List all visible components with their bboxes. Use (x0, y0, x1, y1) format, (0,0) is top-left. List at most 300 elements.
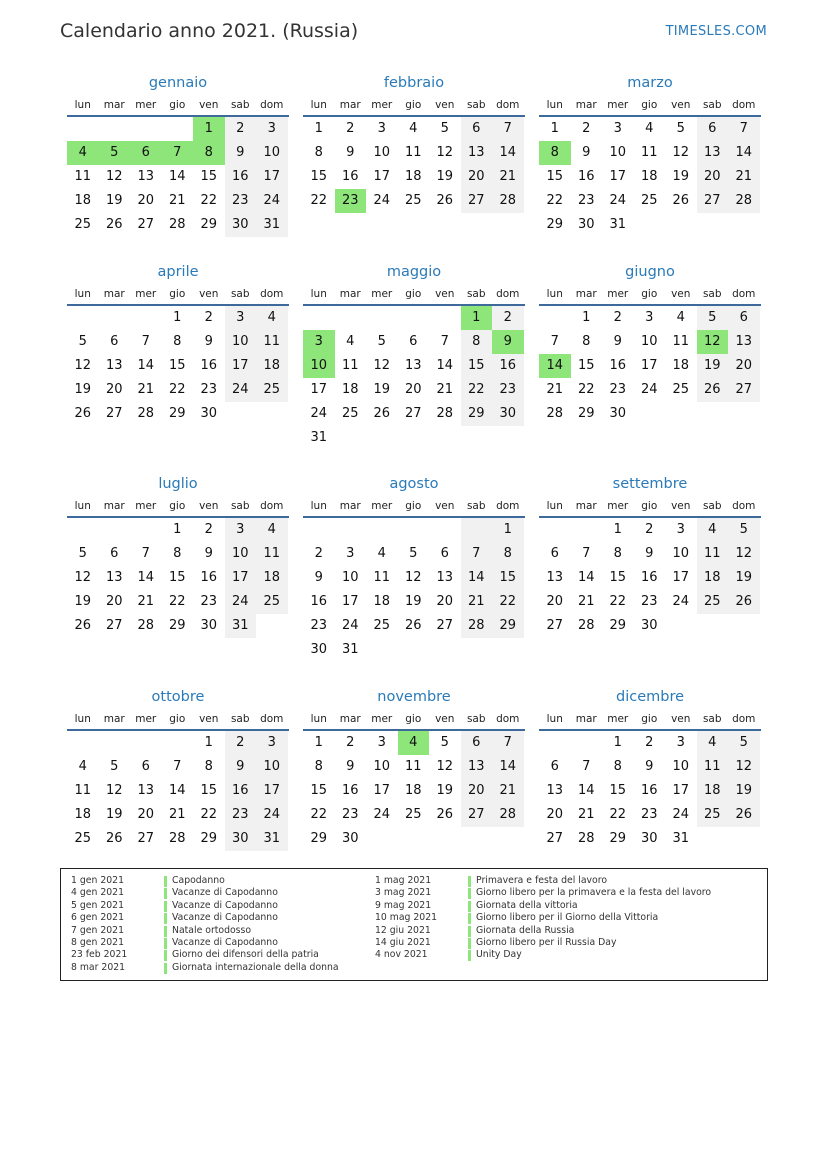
day-cell: 20 (546, 594, 564, 609)
day-cell: 30 (609, 406, 627, 421)
day-cell: 9 (225, 141, 257, 165)
weekday-label: lun (74, 500, 91, 512)
day-cell: 17 (672, 783, 690, 798)
day-cell: 13 (461, 755, 493, 779)
day-cell: 24 (310, 406, 328, 421)
day-cell: 1 (173, 522, 182, 537)
days-grid (67, 731, 289, 851)
weekday-label: sab (466, 500, 486, 512)
legend-color-bar (164, 963, 167, 974)
empty-cell (665, 614, 697, 638)
day-cell: 24 (672, 594, 690, 609)
day-cell: 12 (404, 570, 422, 585)
day-cell: 14 (168, 169, 186, 184)
day-cell: 7 (492, 117, 524, 141)
day-cell: 23 (577, 193, 595, 208)
day-cell: 25 (74, 217, 92, 232)
empty-cell (728, 827, 760, 851)
weekday-label: mar (575, 99, 597, 111)
month-name: ottobre (151, 689, 205, 705)
weekday-label: ven (199, 288, 219, 300)
day-cell: 15 (310, 169, 328, 184)
month-dicembre (539, 686, 761, 851)
empty-cell (429, 518, 461, 542)
day-cell: 26 (404, 618, 422, 633)
day-cell: 20 (137, 193, 155, 208)
day-cell: 2 (645, 735, 654, 750)
day-cell: 1 (492, 518, 524, 542)
empty-cell (398, 827, 430, 851)
days-grid (67, 117, 289, 237)
day-cell: 24 (225, 590, 257, 614)
day-cell: 26 (373, 406, 391, 421)
empty-cell (303, 518, 335, 542)
weekday-label: sab (230, 500, 250, 512)
empty-cell (429, 306, 461, 330)
day-cell: 14 (137, 570, 155, 585)
weekday-label: mar (339, 99, 361, 111)
empty-cell (492, 426, 524, 450)
day-cell: 3 (225, 518, 257, 542)
weekday-label: dom (260, 288, 284, 300)
weekday-label: sab (466, 99, 486, 111)
empty-cell (728, 213, 760, 237)
month-maggio (303, 261, 525, 450)
day-cell: 24 (373, 193, 391, 208)
day-cell: 8 (314, 759, 323, 774)
weekday-label: dom (496, 288, 520, 300)
legend-holiday-name: Giorno libero per la primavera e la festa del lavoro (476, 887, 712, 899)
day-cell: 29 (492, 614, 524, 638)
weekday-label: ven (671, 288, 691, 300)
empty-cell (335, 518, 367, 542)
day-cell: 22 (168, 594, 186, 609)
day-cell: 8 (613, 546, 622, 561)
days-grid (67, 518, 289, 638)
day-cell: 20 (404, 382, 422, 397)
legend-date: 8 gen 2021 (71, 936, 124, 948)
legend-color-bar (468, 888, 471, 899)
day-cell: 11 (404, 759, 422, 774)
day-cell: 3 (676, 735, 685, 750)
day-cell: 24 (225, 378, 257, 402)
day-cell: 8 (193, 141, 225, 165)
day-cell: 3 (613, 121, 622, 136)
legend-holiday-name: Primavera e festa del lavoro (476, 875, 608, 886)
day-cell: 9 (645, 546, 654, 561)
day-cell: 19 (672, 169, 690, 184)
day-cell: 19 (404, 594, 422, 609)
day-cell: 24 (373, 807, 391, 822)
day-cell: 9 (346, 145, 355, 160)
day-cell: 7 (728, 117, 760, 141)
page-title: Calendario anno 2021. (Russia) (60, 20, 359, 42)
weekday-header (303, 94, 525, 117)
day-cell: 24 (256, 189, 288, 213)
day-cell: 17 (225, 354, 257, 378)
weekday-label: ven (671, 713, 691, 725)
empty-cell (130, 731, 162, 755)
day-cell: 16 (200, 358, 218, 373)
day-cell: 21 (492, 165, 524, 189)
empty-cell (571, 518, 603, 542)
weekday-header (539, 283, 761, 306)
day-cell: 22 (200, 807, 218, 822)
weekday-label: dom (496, 713, 520, 725)
empty-cell (492, 638, 524, 662)
legend-item (71, 887, 339, 899)
legend-date: 1 mag 2021 (375, 875, 432, 886)
day-cell: 23 (341, 807, 359, 822)
day-cell: 19 (697, 354, 729, 378)
day-cell: 28 (137, 618, 155, 633)
day-cell: 5 (377, 334, 386, 349)
weekday-label: lun (74, 288, 91, 300)
day-cell: 22 (492, 590, 524, 614)
day-cell: 30 (492, 402, 524, 426)
legend-item (375, 912, 711, 924)
day-cell: 19 (74, 594, 92, 609)
empty-cell (398, 518, 430, 542)
weekday-label: dom (732, 288, 756, 300)
day-cell: 6 (141, 759, 150, 774)
day-cell: 30 (200, 406, 218, 421)
legend-date: 23 feb 2021 (71, 949, 128, 961)
day-cell: 5 (78, 546, 87, 561)
month-name: gennaio (148, 75, 208, 91)
day-cell: 29 (609, 831, 627, 846)
day-cell: 29 (200, 831, 218, 846)
weekday-label: sab (466, 713, 486, 725)
day-cell: 31 (672, 831, 690, 846)
day-cell: 24 (341, 618, 359, 633)
month-febbraio (303, 72, 525, 213)
day-cell: 14 (137, 358, 155, 373)
weekday-label: gio (641, 99, 658, 111)
day-cell: 27 (728, 378, 760, 402)
day-cell: 3 (225, 306, 257, 330)
legend-color-bar (164, 926, 167, 937)
day-cell: 18 (640, 169, 658, 184)
legend-color-bar (164, 901, 167, 912)
day-cell: 17 (341, 594, 359, 609)
weekday-header (67, 708, 289, 731)
legend-column-right (375, 875, 711, 962)
weekday-label: gio (405, 713, 422, 725)
day-cell: 23 (640, 594, 658, 609)
legend-item (375, 887, 711, 899)
day-cell: 28 (436, 406, 454, 421)
weekday-label: ven (671, 500, 691, 512)
weekday-label: mer (607, 99, 629, 111)
day-cell: 10 (609, 145, 627, 160)
day-cell: 13 (105, 570, 123, 585)
day-cell: 15 (492, 566, 524, 590)
weekday-label: ven (199, 99, 219, 111)
day-cell: 31 (256, 827, 288, 851)
day-cell: 6 (130, 141, 162, 165)
empty-cell (461, 426, 493, 450)
empty-cell (225, 402, 257, 426)
day-cell: 1 (550, 121, 559, 136)
weekday-label: mar (339, 713, 361, 725)
day-cell: 30 (640, 618, 658, 633)
legend-item (375, 937, 711, 949)
day-cell: 7 (173, 759, 182, 774)
day-cell: 18 (256, 354, 288, 378)
weekday-label: ven (671, 99, 691, 111)
legend-item (375, 925, 711, 937)
day-cell: 14 (539, 354, 571, 378)
empty-cell (461, 518, 493, 542)
day-cell: 13 (546, 783, 564, 798)
weekday-label: lun (310, 713, 327, 725)
day-cell: 1 (613, 735, 622, 750)
legend-item (71, 962, 339, 974)
day-cell: 18 (256, 566, 288, 590)
day-cell: 5 (78, 334, 87, 349)
day-cell: 7 (162, 141, 194, 165)
day-cell: 16 (225, 779, 257, 803)
legend-color-bar (468, 876, 471, 887)
legend-color-bar (468, 950, 471, 961)
empty-cell (665, 213, 697, 237)
day-cell: 11 (697, 755, 729, 779)
day-cell: 26 (728, 803, 760, 827)
day-cell: 21 (728, 165, 760, 189)
day-cell: 29 (577, 406, 595, 421)
weekday-header (303, 495, 525, 518)
day-cell: 17 (225, 566, 257, 590)
day-cell: 23 (200, 382, 218, 397)
day-cell: 2 (492, 306, 524, 330)
day-cell: 22 (461, 378, 493, 402)
day-cell: 9 (645, 759, 654, 774)
month-name: marzo (627, 75, 673, 91)
holiday-legend (60, 868, 768, 981)
empty-cell (162, 731, 194, 755)
empty-cell (398, 426, 430, 450)
day-cell: 18 (373, 594, 391, 609)
weekday-label: mar (575, 288, 597, 300)
day-cell: 2 (346, 735, 355, 750)
empty-cell (366, 426, 398, 450)
day-cell: 17 (256, 779, 288, 803)
day-cell: 15 (609, 570, 627, 585)
day-cell: 1 (173, 310, 182, 325)
empty-cell (429, 638, 461, 662)
day-cell: 25 (256, 590, 288, 614)
day-cell: 2 (225, 731, 257, 755)
weekday-label: ven (199, 713, 219, 725)
legend-item (71, 949, 339, 961)
empty-cell (697, 614, 729, 638)
day-cell: 30 (310, 642, 328, 657)
day-cell: 14 (728, 141, 760, 165)
day-cell: 11 (256, 542, 288, 566)
day-cell: 12 (672, 145, 690, 160)
weekday-label: dom (260, 713, 284, 725)
day-cell: 6 (461, 117, 493, 141)
day-cell: 19 (74, 382, 92, 397)
day-cell: 17 (310, 382, 328, 397)
day-cell: 22 (310, 193, 328, 208)
day-cell: 6 (440, 546, 449, 561)
day-cell: 6 (409, 334, 418, 349)
day-cell: 17 (373, 783, 391, 798)
day-cell: 2 (645, 522, 654, 537)
day-cell: 1 (314, 121, 323, 136)
empty-cell (162, 117, 194, 141)
day-cell: 9 (225, 755, 257, 779)
day-cell: 3 (676, 522, 685, 537)
day-cell: 12 (436, 759, 454, 774)
day-cell: 12 (74, 570, 92, 585)
legend-color-bar (468, 926, 471, 937)
empty-cell (130, 117, 162, 141)
day-cell: 17 (256, 165, 288, 189)
weekday-header (67, 283, 289, 306)
day-cell: 3 (346, 546, 355, 561)
day-cell: 4 (697, 731, 729, 755)
weekday-label: lun (546, 500, 563, 512)
day-cell: 4 (676, 310, 685, 325)
weekday-label: dom (260, 99, 284, 111)
day-cell: 13 (436, 570, 454, 585)
day-cell: 8 (613, 759, 622, 774)
day-cell: 26 (105, 831, 123, 846)
day-cell: 28 (492, 189, 524, 213)
brand-link[interactable]: TIMESLES.COM (665, 24, 767, 39)
day-cell: 3 (256, 117, 288, 141)
day-cell: 11 (373, 570, 391, 585)
day-cell: 27 (105, 406, 123, 421)
weekday-label: lun (74, 99, 91, 111)
legend-item (71, 937, 339, 949)
day-cell: 30 (225, 827, 257, 851)
empty-cell (665, 402, 697, 426)
day-cell: 26 (74, 406, 92, 421)
day-cell: 4 (256, 306, 288, 330)
weekday-label: lun (310, 99, 327, 111)
weekday-label: sab (702, 713, 722, 725)
day-cell: 9 (346, 759, 355, 774)
day-cell: 25 (697, 590, 729, 614)
day-cell: 9 (204, 546, 213, 561)
empty-cell (366, 638, 398, 662)
day-cell: 1 (204, 735, 213, 750)
weekday-label: dom (732, 500, 756, 512)
day-cell: 10 (256, 755, 288, 779)
day-cell: 29 (168, 406, 186, 421)
day-cell: 23 (609, 382, 627, 397)
day-cell: 22 (546, 193, 564, 208)
day-cell: 7 (492, 731, 524, 755)
empty-cell (366, 827, 398, 851)
day-cell: 16 (225, 165, 257, 189)
days-grid (303, 731, 525, 851)
weekday-label: lun (546, 713, 563, 725)
day-cell: 11 (672, 334, 690, 349)
legend-holiday-name: Capodanno (172, 875, 225, 886)
weekday-label: ven (435, 500, 455, 512)
legend-date: 12 giu 2021 (375, 924, 431, 936)
day-cell: 25 (256, 378, 288, 402)
day-cell: 8 (204, 759, 213, 774)
day-cell: 20 (461, 165, 493, 189)
day-cell: 10 (225, 542, 257, 566)
day-cell: 5 (728, 518, 760, 542)
empty-cell (130, 518, 162, 542)
day-cell: 29 (546, 217, 564, 232)
empty-cell (335, 306, 367, 330)
day-cell: 2 (204, 310, 213, 325)
day-cell: 22 (168, 382, 186, 397)
month-name: novembre (377, 689, 451, 705)
weekday-header (67, 94, 289, 117)
month-gennaio (67, 72, 289, 237)
empty-cell (130, 306, 162, 330)
legend-holiday-name: Natale ortodosso (172, 924, 252, 936)
day-cell: 4 (78, 759, 87, 774)
day-cell: 12 (105, 169, 123, 184)
day-cell: 19 (105, 807, 123, 822)
day-cell: 6 (550, 546, 559, 561)
day-cell: 22 (577, 382, 595, 397)
day-cell: 11 (74, 783, 92, 798)
day-cell: 7 (461, 542, 493, 566)
weekday-label: sab (230, 99, 250, 111)
day-cell: 21 (492, 779, 524, 803)
day-cell: 11 (697, 542, 729, 566)
day-cell: 10 (373, 759, 391, 774)
day-cell: 7 (582, 759, 591, 774)
day-cell: 20 (728, 354, 760, 378)
day-cell: 18 (404, 783, 422, 798)
empty-cell (697, 213, 729, 237)
day-cell: 16 (200, 570, 218, 585)
legend-item (375, 900, 711, 912)
empty-cell (461, 638, 493, 662)
day-cell: 25 (404, 193, 422, 208)
day-cell: 1 (193, 117, 225, 141)
weekday-header (539, 495, 761, 518)
day-cell: 10 (640, 334, 658, 349)
month-name: agosto (389, 476, 439, 492)
day-cell: 13 (697, 141, 729, 165)
day-cell: 6 (728, 306, 760, 330)
day-cell: 6 (697, 117, 729, 141)
legend-date: 14 giu 2021 (375, 936, 431, 948)
weekday-label: mer (371, 99, 393, 111)
day-cell: 18 (74, 807, 92, 822)
month-ottobre (67, 686, 289, 851)
legend-item (375, 949, 711, 961)
day-cell: 5 (110, 759, 119, 774)
day-cell: 6 (110, 546, 119, 561)
day-cell: 5 (728, 731, 760, 755)
day-cell: 17 (373, 169, 391, 184)
day-cell: 12 (373, 358, 391, 373)
weekday-header (539, 94, 761, 117)
weekday-header (303, 283, 525, 306)
day-cell: 16 (577, 169, 595, 184)
empty-cell (398, 638, 430, 662)
legend-holiday-name: Giorno libero per il Giorno della Vittoria (476, 912, 659, 924)
day-cell: 15 (609, 783, 627, 798)
day-cell: 27 (546, 618, 564, 633)
day-cell: 5 (440, 121, 449, 136)
